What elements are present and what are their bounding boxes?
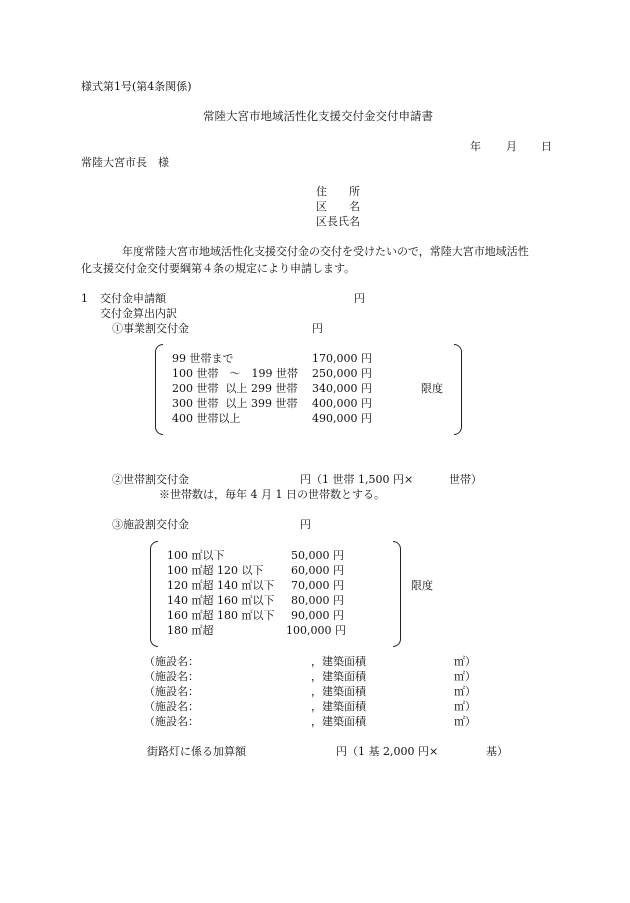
facility-row-range: 140 ㎡超 160 ㎡以下 [167,594,275,607]
business-row-amount: 490,000 円 [312,412,372,425]
facility-entry-unit: ㎡） [454,715,476,728]
applicant-name-label: 区長氏名 [316,215,360,228]
facility-row-amount: 100,000 円 [286,624,346,637]
applicant-address-label: 住 所 [316,185,360,198]
facility-row-amount: 50,000 円 [291,549,344,562]
facility-entry-area-label: ，建築面積 [311,655,366,668]
date-day: 日 [541,140,552,153]
household-grant-label: ②世帯割交付金 [112,473,189,486]
facility-table-bracket-right [393,541,401,647]
date-year: 年 [470,140,481,153]
business-row-range: 200 世帯 以上 299 世帯 [172,382,298,395]
facility-row-range: 100 ㎡超 120 以下 [167,564,264,577]
facility-row-amount: 90,000 円 [291,609,344,622]
facility-entry-name-label: （施設名： [144,655,199,668]
facility-entry-unit: ㎡） [454,685,476,698]
facility-row-range: 100 ㎡以下 [167,549,225,562]
facility-row-amount: 60,000 円 [291,564,344,577]
business-row-range: 300 世帯 以上 399 世帯 [172,397,298,410]
facility-entry-name-label: （施設名： [144,670,199,683]
section-1-yen: 円 [354,292,365,305]
streetlight-label: 街路灯に係る加算額 [147,745,246,758]
streetlight-formula: 円（1 基 2,000 円× [336,745,439,758]
document-title: 常陸大宮市地域活性化支援交付金交付申請書 [203,109,433,123]
business-limit-label: 限度 [421,382,443,395]
business-row-amount: 400,000 円 [312,397,372,410]
streetlight-unit: 基） [486,745,508,758]
household-note: ※世帯数は，毎年 4 月 1 日の世帯数とする。 [159,488,385,501]
facility-entry-unit: ㎡） [454,655,476,668]
intro-line-1: 年度常陸大宮市地域活性化支援交付金の交付を受けたいので，常陸大宮市地域活性 [100,245,529,258]
facility-entry-name-label: （施設名： [144,700,199,713]
business-row-amount: 250,000 円 [312,367,372,380]
business-table-bracket-left [155,344,163,435]
section-1-label: 交付金申請額 [100,292,166,305]
household-grant-formula: 円（1 世帯 1,500 円× [300,473,414,486]
facility-row-range: 180 ㎡超 [167,624,214,637]
addressee: 常陸大宮市長 様 [81,156,169,169]
business-row-amount: 170,000 円 [312,352,372,365]
facility-entry-area-label: ，建築面積 [311,715,366,728]
intro-line-2: 化支援交付金交付要綱第４条の規定により申請します。 [81,262,356,275]
business-grant-yen: 円 [312,322,323,335]
facility-entry-area-label: ，建築面積 [311,685,366,698]
facility-row-range: 160 ㎡超 180 ㎡以下 [167,609,275,622]
facility-grant-label: ③施設割交付金 [112,518,189,531]
business-grant-label: ①事業割交付金 [112,322,189,335]
facility-entry-name-label: （施設名： [144,685,199,698]
business-row-amount: 340,000 円 [312,382,372,395]
facility-row-amount: 70,000 円 [291,579,344,592]
facility-entry-area-label: ，建築面積 [311,670,366,683]
applicant-district-label: 区 名 [316,200,360,213]
facility-entry-name-label: （施設名： [144,715,199,728]
business-row-range: 99 世帯まで [172,352,234,365]
facility-grant-yen: 円 [300,518,311,531]
breakdown-label: 交付金算出内訳 [100,307,177,320]
section-1-number: 1 [81,292,88,305]
form-id: 様式第1号(第4条関係) [81,80,192,93]
facility-entry-area-label: ，建築面積 [311,700,366,713]
facility-entry-unit: ㎡） [454,700,476,713]
facility-limit-label: 限度 [411,579,433,592]
facility-row-range: 120 ㎡超 140 ㎡以下 [167,579,275,592]
business-table-bracket-right [454,344,462,435]
date-month: 月 [506,140,517,153]
business-row-range: 400 世帯以上 [172,412,241,425]
facility-row-amount: 80,000 円 [291,594,344,607]
facility-table-bracket-left [150,541,158,647]
household-grant-unit: 世帯） [449,473,482,486]
business-row-range: 100 世帯 ～ 199 世帯 [172,367,298,380]
facility-entry-unit: ㎡） [454,670,476,683]
